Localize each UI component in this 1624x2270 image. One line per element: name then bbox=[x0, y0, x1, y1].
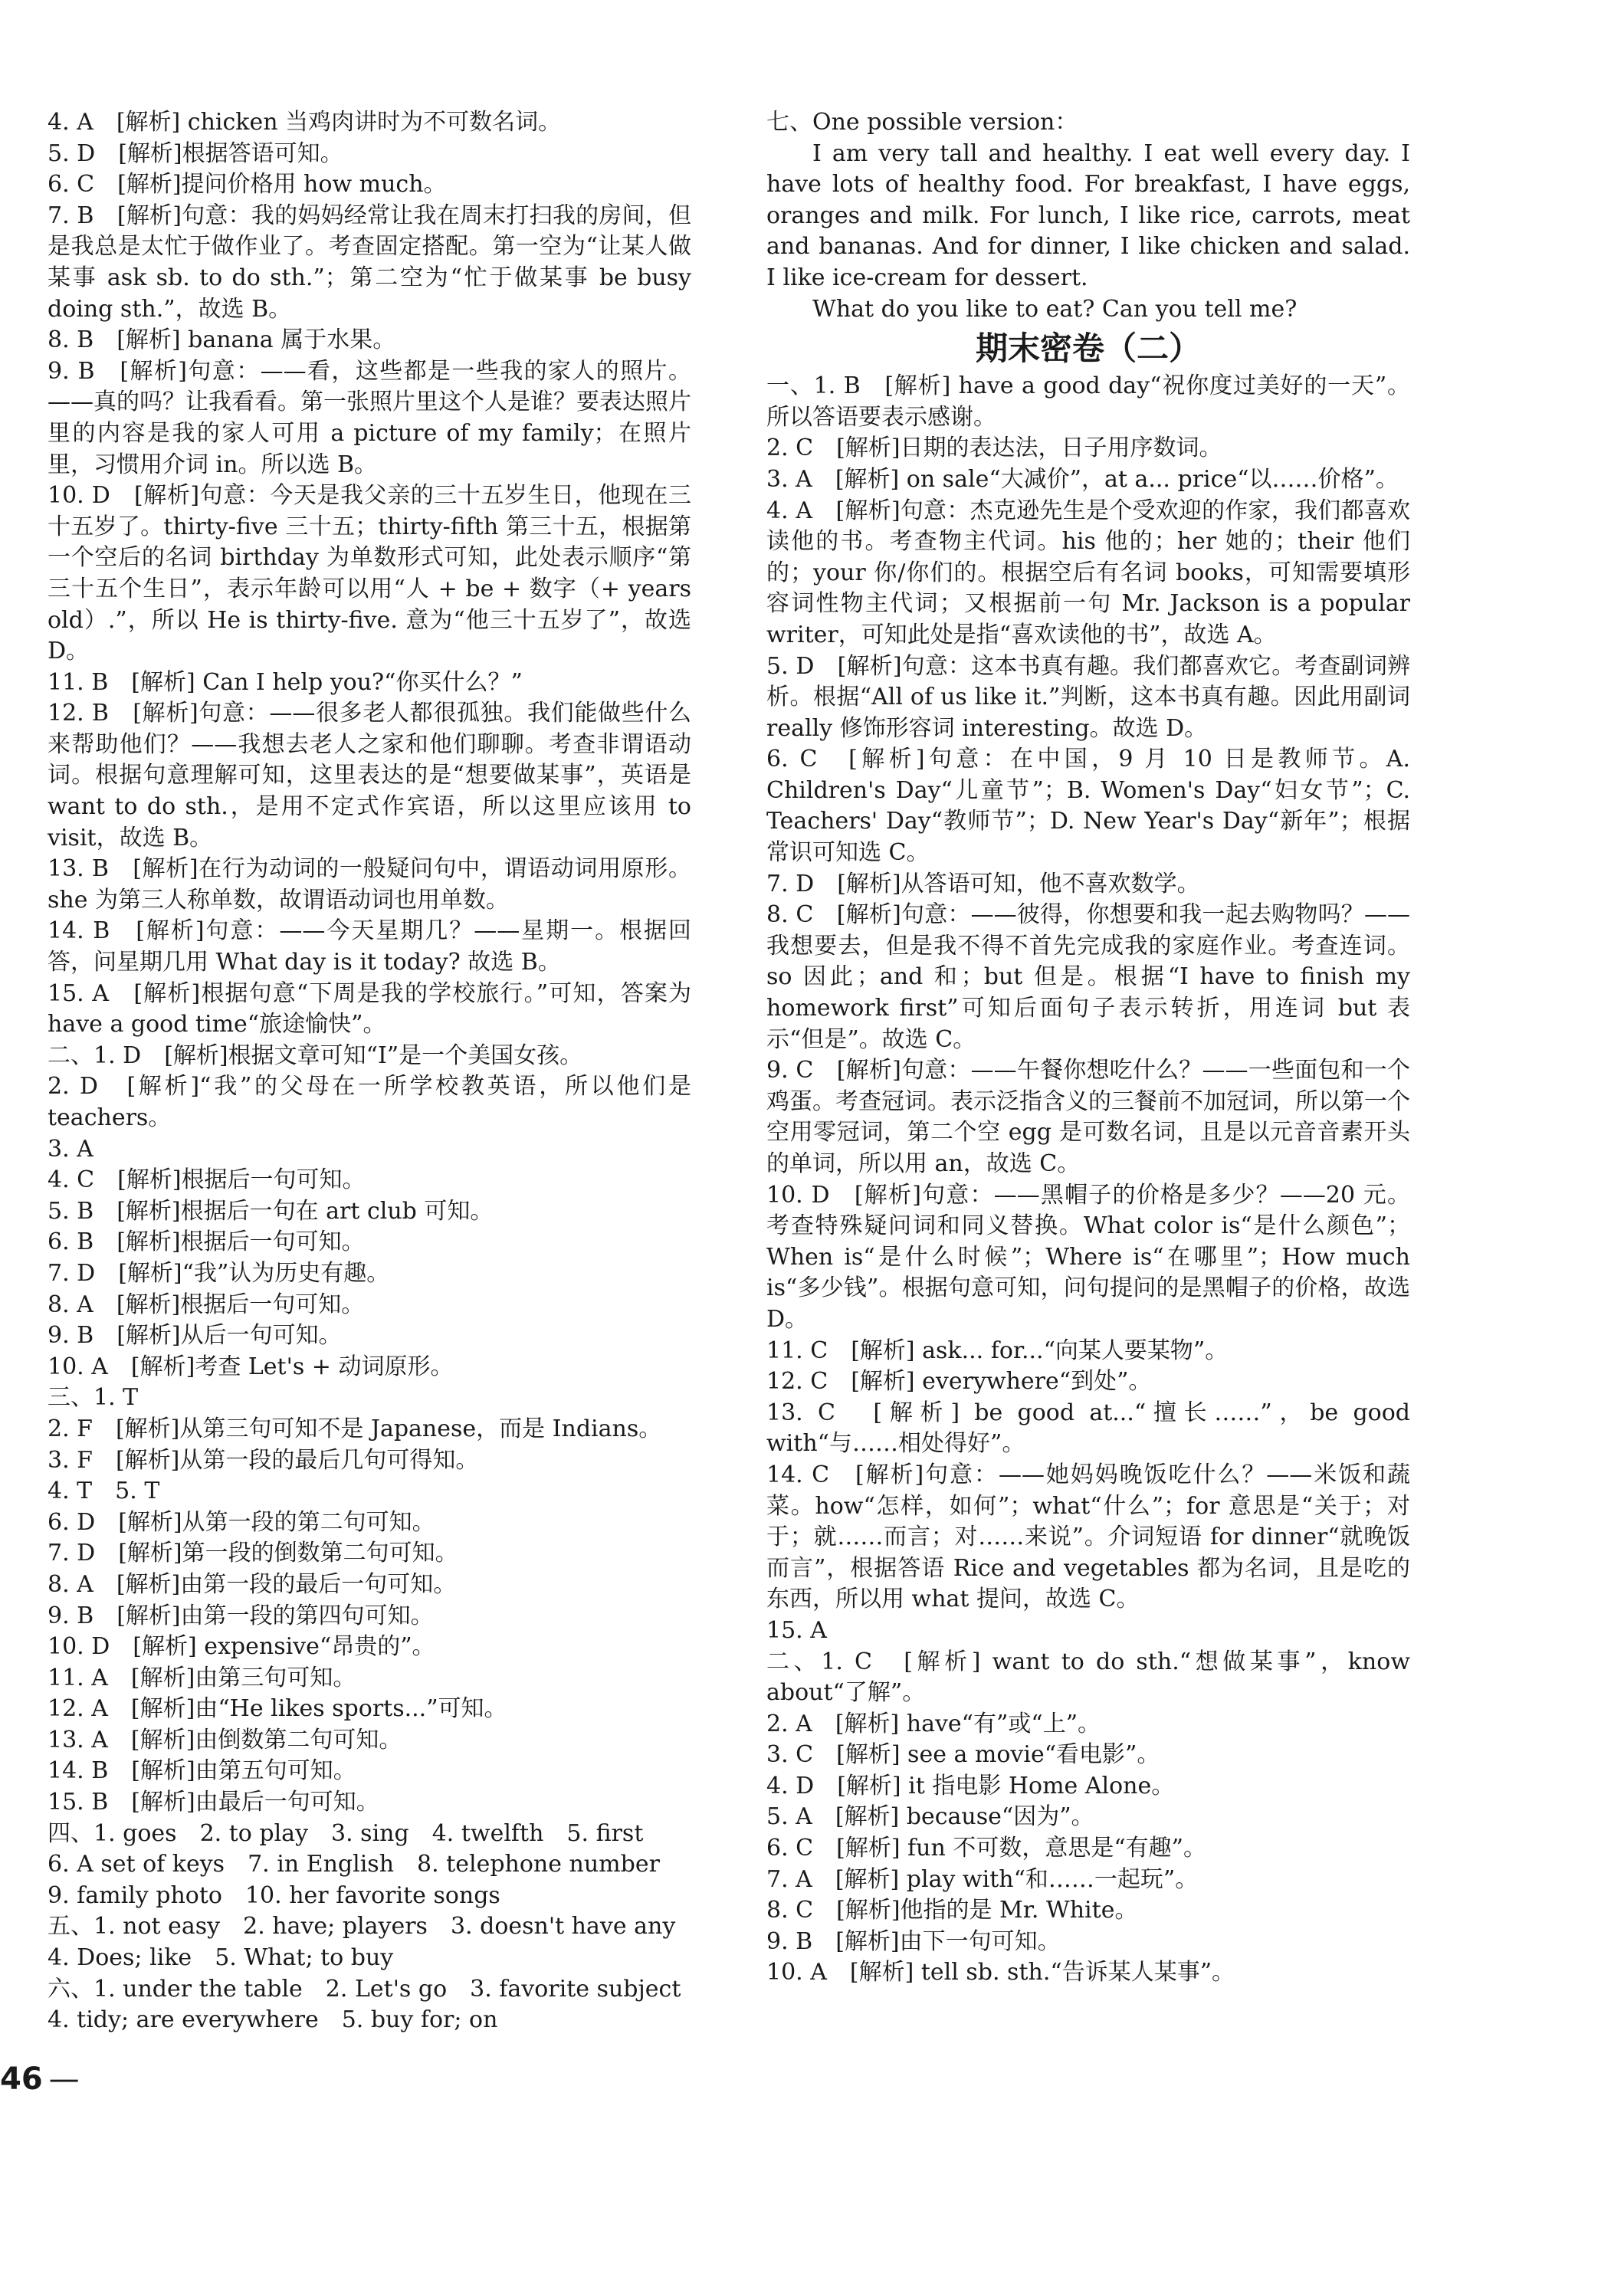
answer-line: 11. C [解析] ask... for...“向某人要某物”。 bbox=[766, 1337, 1229, 1364]
answer-line: 7. D [解析]第一段的倒数第二句可知。 bbox=[48, 1540, 458, 1567]
answer-line: 12. C [解析] everywhere“到处”。 bbox=[766, 1368, 1152, 1396]
answer-line: 6. C [解析]句意：在中国，9 月 10 日是教师节。A. Children's Day“儿童节”；B. Women's Day“妇女节”；C. Teachers' Day“教师节”；D. New Year's Day“新年”；根据常识可知选 C。 bbox=[766, 746, 1410, 867]
answer-line: 4. Does; like 5. What; to buy bbox=[48, 1944, 394, 1972]
right-column bbox=[766, 107, 1410, 1989]
answer-line: 5. B [解析]根据后一句在 art club 可知。 bbox=[48, 1197, 494, 1225]
answer-line: 一、1. B [解析] have a good day“祝你度过美好的一天”。所以答语要表示感谢。 bbox=[766, 372, 1410, 431]
answer-line: 9. B [解析]由下一句可知。 bbox=[766, 1927, 1061, 1955]
page-number-dash: — bbox=[48, 2062, 80, 2097]
answer-line: 4. A [解析]句意：杰克逊先生是个受欢迎的作家，我们都喜欢读他的书。考查物主代词。his 他的；her 她的；their 他们的；your 你/你们的。根据空后有名词 books，可知需要填形容词性物主代词；又根据前一句 Mr. Jackson is a popular writer，可知此处是指“喜欢读他的书”，故选 A。 bbox=[766, 497, 1410, 648]
answer-line: 15. A bbox=[766, 1616, 827, 1644]
left-column bbox=[48, 107, 691, 2036]
answer-line: 6. D [解析]从第一段的第二句可知。 bbox=[48, 1508, 435, 1536]
answer-line: 三、1. T bbox=[48, 1384, 139, 1412]
answer-line: 二、1. C [解析] want to do sth.“想做某事”，know about“了解”。 bbox=[766, 1648, 1410, 1707]
answer-line: 13. B [解析]在行为动词的一般疑问句中，谓语动词用原形。she 为第三人称单数，故谓语动词也用单数。 bbox=[48, 855, 691, 914]
answer-line: 9. family photo 10. her favorite songs bbox=[48, 1881, 500, 1909]
answer-line: 2. D [解析]“我”的父母在一所学校教英语，所以他们是 teachers。 bbox=[48, 1073, 691, 1131]
answer-line: 3. C [解析] see a movie“看电影”。 bbox=[766, 1741, 1160, 1769]
answer-line: 8. C [解析]句意：——彼得，你想要和我一起去购物吗？——我想要去，但是我不得不首先完成我的家庭作业。考查连词。so 因此；and 和；but 但是。根据“I have to finish my homework first”可知后面句子表示转折，用连词 but 表示“但是”。故选 C。 bbox=[766, 901, 1410, 1053]
answer-line: 6. A set of keys 7. in English 8. telephone number bbox=[48, 1851, 660, 1878]
answer-line: 四、1. goes 2. to play 3. sing 4. twelfth 5. first bbox=[48, 1819, 644, 1847]
answer-line: 7. A [解析] play with“和……一起玩”。 bbox=[766, 1865, 1199, 1893]
answer-line: 9. B [解析]由第一段的第四句可知。 bbox=[48, 1602, 434, 1629]
answer-line: 15. B [解析]由最后一句可知。 bbox=[48, 1789, 379, 1816]
section-title: 期末密卷（二） bbox=[975, 330, 1201, 368]
page-number-value: 46 bbox=[0, 2062, 43, 2097]
answer-line: 六、1. under the table 2. Let's go 3. favorite subject bbox=[48, 1975, 681, 2003]
answer-line: 14. B [解析]句意：——今天星期几？——星期一。根据回答，问星期几用 What day is it today? 故选 B。 bbox=[48, 917, 691, 976]
answer-line: 9. B [解析]句意：——看，这些都是一些我的家人的照片。——真的吗？让我看看。第一张照片里这个人是谁？要表达照片里的内容是我的家人可用 a picture of my family；在照片里，习惯用介词 in。所以选 B。 bbox=[48, 357, 691, 478]
answer-line: 7. B [解析]句意：我的妈妈经常让我在周末打扫我的房间，但是我总是太忙于做作业了。考查固定搭配。第一空为“让某人做某事 ask sb. to do sth.”；第二空为“忙于做某事 be busy doing sth.”，故选 B。 bbox=[48, 202, 691, 323]
answer-line: 13. A [解析]由倒数第二句可知。 bbox=[48, 1726, 402, 1753]
answer-line: 5. D [解析]句意：这本书真有趣。我们都喜欢它。考查副词辨析。根据“All of us like it.”判断，这本书真有趣。因此用副词 really 修饰形容词 interesting。故选 D。 bbox=[766, 652, 1410, 742]
answer-line: 12. A [解析]由“He likes sports...”可知。 bbox=[48, 1695, 507, 1723]
answer-line: 6. C [解析]提问价格用 how much。 bbox=[48, 171, 447, 198]
answer-line: 2. F [解析]从第三句可知不是 Japanese，而是 Indians。 bbox=[48, 1415, 662, 1442]
answer-line: 13. C [解析] be good at...“擅长……”，be good with“与……相处得好”。 bbox=[766, 1399, 1410, 1458]
answer-line: 10. A [解析] tell sb. sth.“告诉某人某事”。 bbox=[766, 1959, 1235, 1986]
answer-line: 9. B [解析]从后一句可知。 bbox=[48, 1322, 342, 1350]
answer-line: 4. tidy; are everywhere 5. buy for; on bbox=[48, 2006, 498, 2034]
composition-body: I am very tall and healthy. I eat well every day. I have lots of healthy food. For breakfast, I have eggs, oranges and milk. For lunch, I like rice, carrots, meat and bananas. And for dinner, I like chicken and salad. I like ice-cream for dessert. bbox=[766, 139, 1410, 291]
answer-line: 11. B [解析] Can I help you?“你买什么？” bbox=[48, 668, 523, 696]
answer-line: 6. C [解析] fun 不可数，意思是“有趣”。 bbox=[766, 1835, 1207, 1862]
answer-line: 11. A [解析]由第三句可知。 bbox=[48, 1664, 356, 1691]
answer-line: 14. B [解析]由第五句可知。 bbox=[48, 1757, 356, 1785]
answer-line: 8. A [解析]根据后一句可知。 bbox=[48, 1291, 365, 1318]
answer-line: 3. F [解析]从第一段的最后几句可得知。 bbox=[48, 1446, 479, 1474]
answer-line: 4. A [解析] chicken 当鸡肉讲时为不可数名词。 bbox=[48, 109, 562, 136]
answer-line: 10. A [解析]考查 Let's + 动词原形。 bbox=[48, 1353, 454, 1380]
answer-line: 5. A [解析] because“因为”。 bbox=[766, 1803, 1094, 1831]
answer-line: 4. D [解析] it 指电影 Home Alone。 bbox=[766, 1772, 1175, 1799]
answer-line: 10. D [解析]句意：今天是我父亲的三十五岁生日，他现在三十五岁了。thirty-five 三十五；thirty-fifth 第三十五，根据第一个空后的名词 birthday 为单数形式可知，此处表示顺序“第三十五个生日”，表示年龄可以用“人 + be + 数字（+ years old）.”，所以 He is thirty-five. 意为“他三十五岁了”，故选 D。 bbox=[48, 482, 691, 665]
answer-line: 10. D [解析] expensive“昂贵的”。 bbox=[48, 1633, 435, 1661]
answer-line: 14. C [解析]句意：——她妈妈晚饭吃什么？——米饭和蔬菜。how“怎样，如何”；what“什么”；for 意思是“关于；对于；就……而言；对……来说”。介词短语 for dinner“就晚饭而言”，根据答语 Rice and vegetables 都为名词，且是吃的东西，所以用 what 提问，故选 C。 bbox=[766, 1461, 1410, 1613]
answer-line: 8. B [解析] banana 属于水果。 bbox=[48, 326, 396, 354]
answer-line: 2. C [解析]日期的表达法，日子用序数词。 bbox=[766, 435, 1222, 462]
answer-line: 4. C [解析]根据后一句可知。 bbox=[48, 1166, 366, 1194]
answer-line: 3. A [解析] on sale“大减价”，at a... price“以……价格”。 bbox=[766, 465, 1399, 493]
composition-ending: What do you like to eat? Can you tell me? bbox=[812, 295, 1298, 323]
answer-line: 6. B [解析]根据后一句可知。 bbox=[48, 1228, 365, 1256]
answer-line: 12. B [解析]句意：——很多老人都很孤独。我们能做些什么来帮助他们？——我想去老人之家和他们聊聊。考查非谓语动词。根据句意理解可知，这里表达的是“想要做某事”，英语是 want to do sth.，是用不定式作宾语，所以这里应该用 to visit，故选 B。 bbox=[48, 700, 691, 851]
page-number bbox=[0, 2062, 80, 2097]
answer-line: 10. D [解析]句意：——黑帽子的价格是多少？——20 元。考查特殊疑问词和同义替换。What color is“是什么颜色”；When is“是什么时候”；Where is“在哪里”；How much is“多少钱”。根据句意可知，问句提问的是黑帽子的价格，故选 D。 bbox=[766, 1181, 1410, 1333]
composition-heading: 七、One possible version： bbox=[766, 109, 1078, 136]
answer-line: 2. A [解析] have“有”或“上”。 bbox=[766, 1710, 1101, 1737]
answer-line: 4. T 5. T bbox=[48, 1478, 160, 1505]
answer-line: 7. D [解析]“我”认为历史有趣。 bbox=[48, 1259, 390, 1287]
answer-line: 7. D [解析]从答语可知，他不喜欢数学。 bbox=[766, 870, 1200, 897]
answer-line: 3. A bbox=[48, 1135, 94, 1163]
answer-line: 9. C [解析]句意：——午餐你想吃什么？——一些面包和一个鸡蛋。考查冠词。表示泛指含义的三餐前不加冠词，所以第一个空用零冠词，第二个空 egg 是可数名词，且是以元音音素开头的单词，所以用 an，故选 C。 bbox=[766, 1057, 1410, 1177]
answer-line: 8. A [解析]由第一段的最后一句可知。 bbox=[48, 1570, 457, 1598]
answer-line: 五、1. not easy 2. have; players 3. doesn't have any bbox=[48, 1913, 676, 1940]
answer-line: 15. A [解析]根据句意“下周是我的学校旅行。”可知，答案为 have a good time“旅途愉快”。 bbox=[48, 979, 691, 1038]
answer-line: 二、1. D [解析]根据文章可知“I”是一个美国女孩。 bbox=[48, 1042, 583, 1069]
answer-line: 8. C [解析]他指的是 Mr. White。 bbox=[766, 1897, 1138, 1924]
answer-line: 5. D [解析]根据答语可知。 bbox=[48, 139, 343, 167]
